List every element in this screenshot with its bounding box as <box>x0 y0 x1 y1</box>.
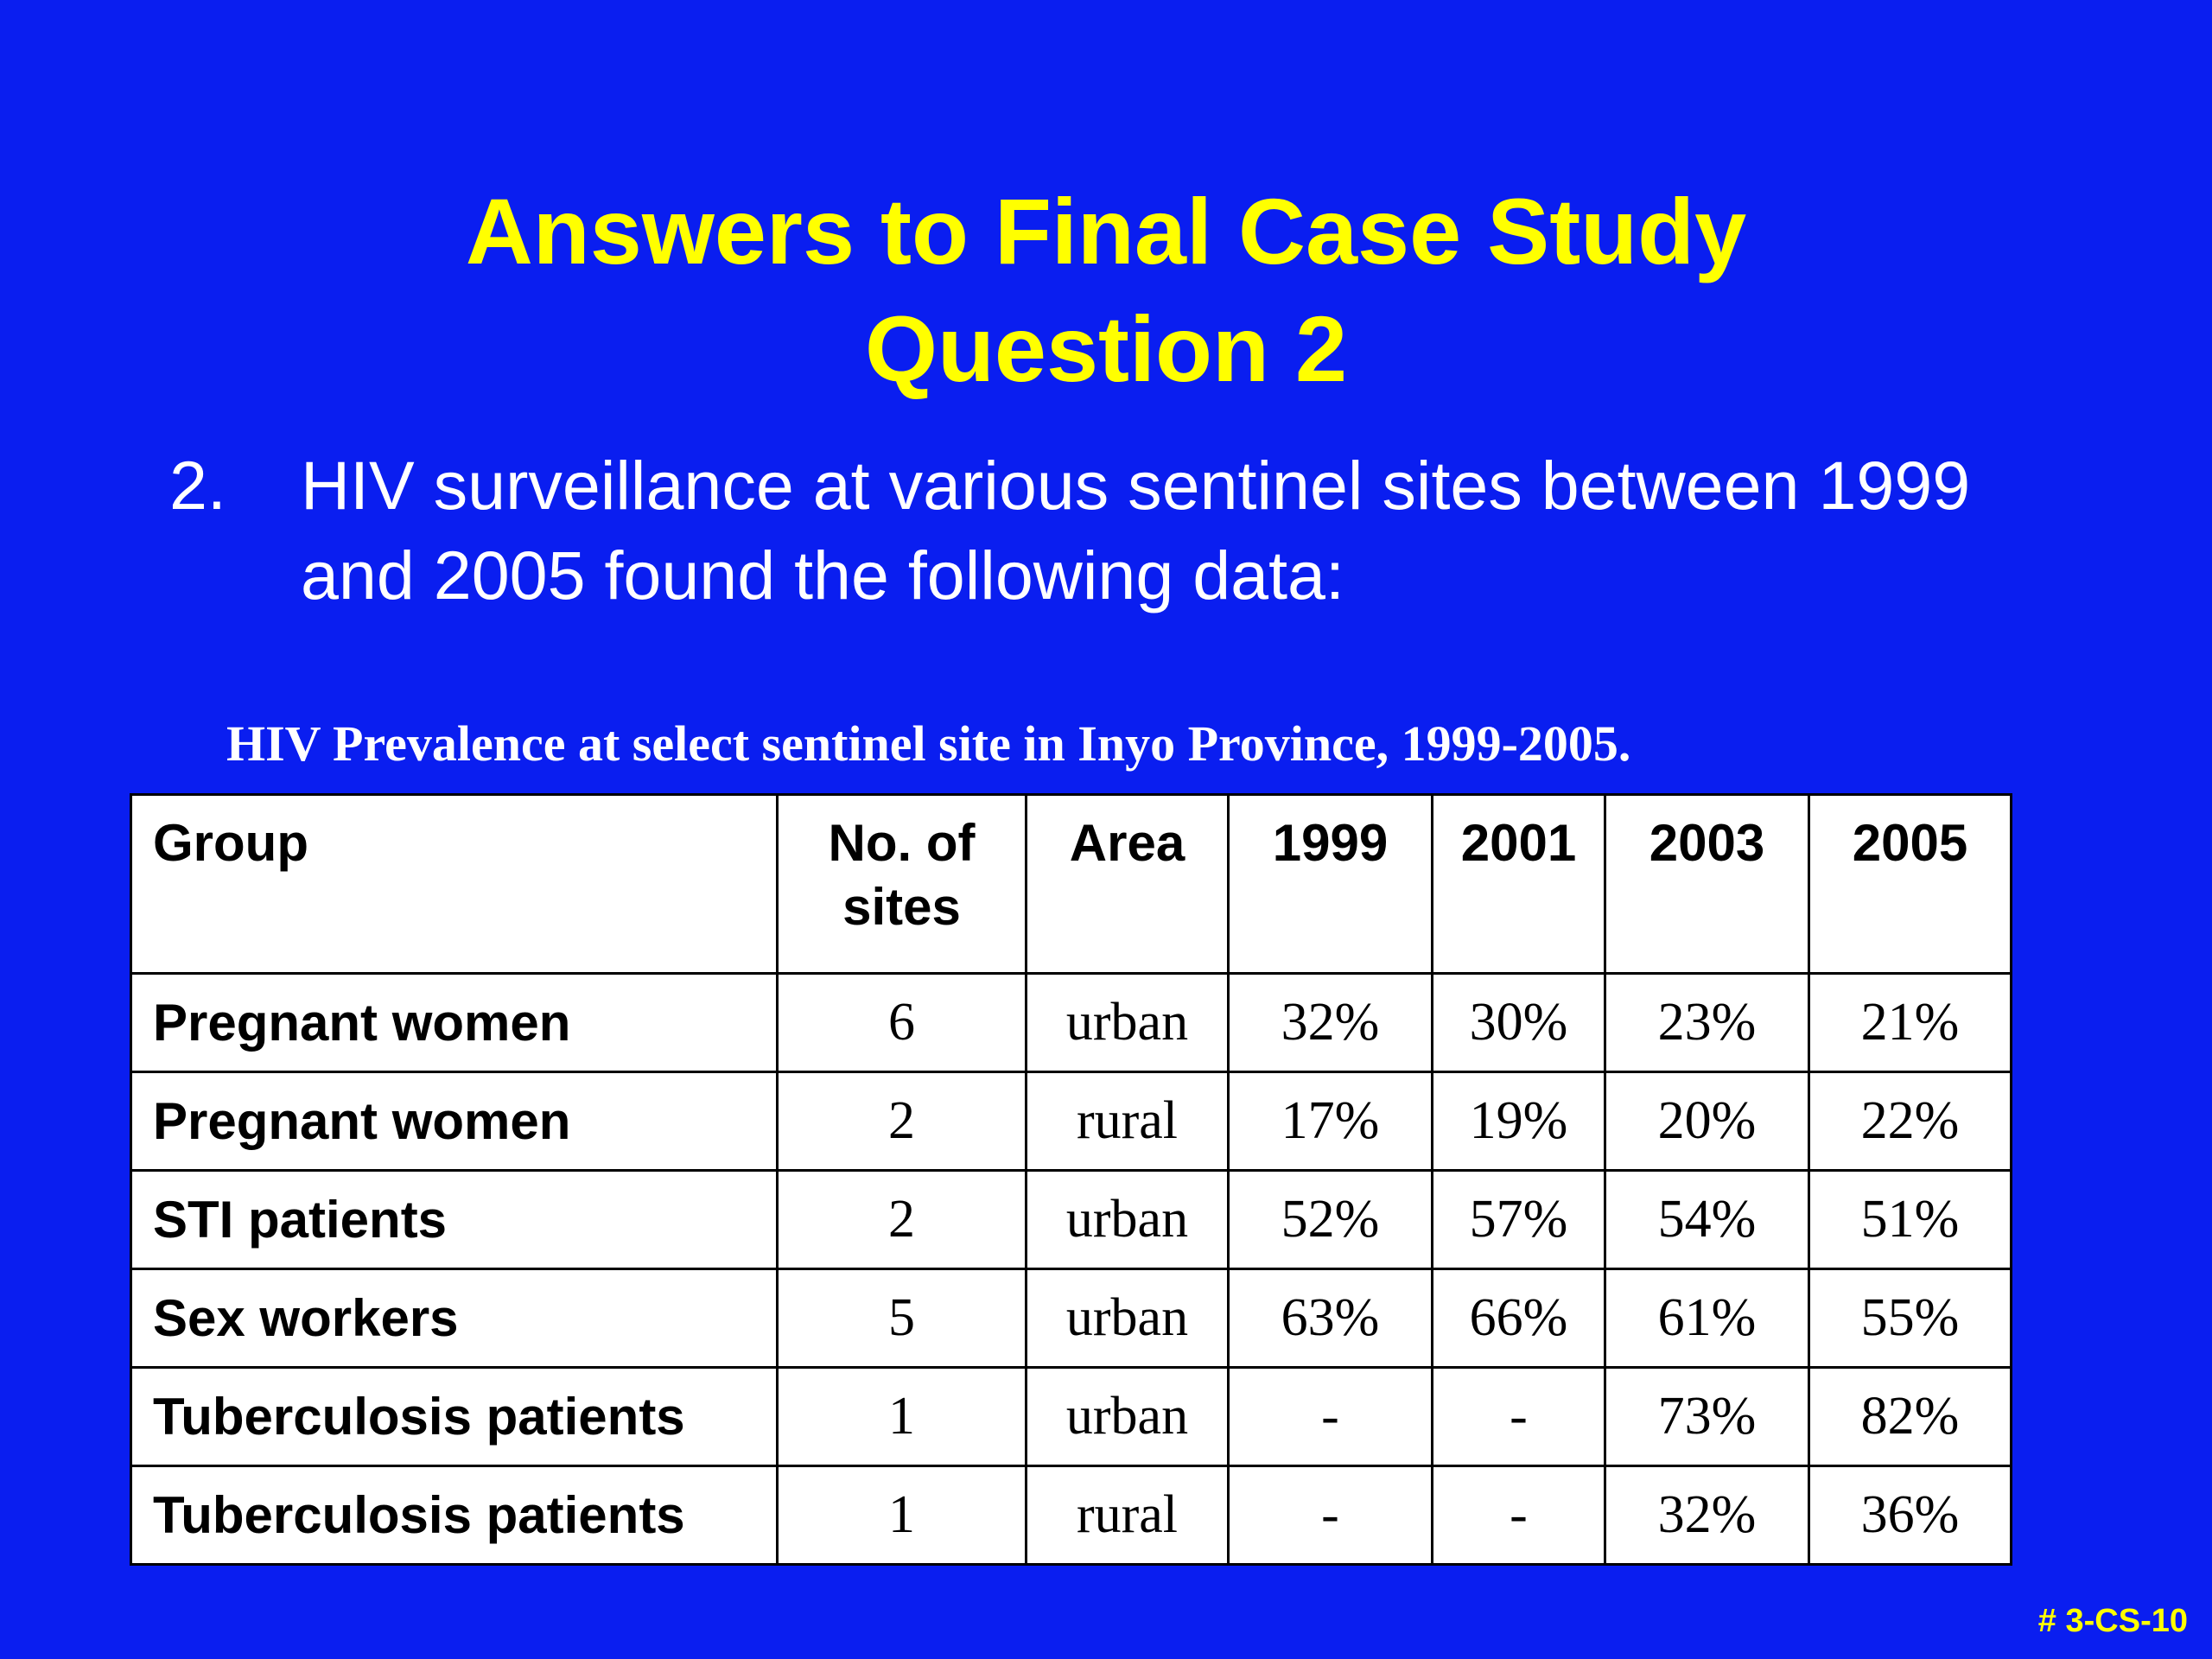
column-header: 1999 <box>1229 795 1433 974</box>
group-cell: Tuberculosis patients <box>131 1466 778 1565</box>
value-cell: - <box>1433 1368 1605 1466</box>
value-cell: 20% <box>1605 1072 1809 1171</box>
value-cell: 19% <box>1433 1072 1605 1171</box>
sites-cell: 2 <box>778 1072 1027 1171</box>
column-header: 2001 <box>1433 795 1605 974</box>
slide-title-line-2: Question 2 <box>864 296 1348 401</box>
table-row <box>131 1368 2012 1466</box>
column-header: 2003 <box>1605 795 1809 974</box>
table-caption: HIV Prevalence at select sentinel site in Inyo Province, 1999-2005. <box>226 715 1631 772</box>
value-cell: 73% <box>1605 1368 1809 1466</box>
area-cell: urban <box>1027 1368 1229 1466</box>
group-cell: Tuberculosis patients <box>131 1368 778 1466</box>
value-cell: 32% <box>1229 974 1433 1072</box>
slide-title <box>0 173 2212 408</box>
sites-cell: 6 <box>778 974 1027 1072</box>
value-cell: 66% <box>1433 1269 1605 1368</box>
column-header: Area <box>1027 795 1229 974</box>
value-cell: - <box>1229 1466 1433 1565</box>
value-cell: 23% <box>1605 974 1809 1072</box>
value-cell: 54% <box>1605 1171 1809 1269</box>
table-header-row <box>131 795 2012 974</box>
area-cell: urban <box>1027 974 1229 1072</box>
table-row <box>131 1269 2012 1368</box>
value-cell: 21% <box>1809 974 2012 1072</box>
value-cell: 22% <box>1809 1072 2012 1171</box>
value-cell: - <box>1229 1368 1433 1466</box>
value-cell: 30% <box>1433 974 1605 1072</box>
value-cell: 32% <box>1605 1466 1809 1565</box>
table-row <box>131 1072 2012 1171</box>
group-cell: STI patients <box>131 1171 778 1269</box>
value-cell: 57% <box>1433 1171 1605 1269</box>
question-number: 2. <box>169 447 226 524</box>
value-cell: 61% <box>1605 1269 1809 1368</box>
group-cell: Pregnant women <box>131 974 778 1072</box>
slide-id-label: # 3-CS-10 <box>2037 1603 2188 1639</box>
question-block <box>169 441 2070 620</box>
question-text: HIV surveillance at various sentinel sites between 1999 and 2005 found the following data: <box>301 447 1971 613</box>
value-cell: 17% <box>1229 1072 1433 1171</box>
sites-cell: 1 <box>778 1466 1027 1565</box>
sites-cell: 1 <box>778 1368 1027 1466</box>
table-row <box>131 1466 2012 1565</box>
value-cell: - <box>1433 1466 1605 1565</box>
area-cell: rural <box>1027 1072 1229 1171</box>
sites-cell: 5 <box>778 1269 1027 1368</box>
table-row <box>131 974 2012 1072</box>
sites-cell: 2 <box>778 1171 1027 1269</box>
value-cell: 63% <box>1229 1269 1433 1368</box>
area-cell: rural <box>1027 1466 1229 1565</box>
value-cell: 55% <box>1809 1269 2012 1368</box>
value-cell: 36% <box>1809 1466 2012 1565</box>
value-cell: 52% <box>1229 1171 1433 1269</box>
group-cell: Sex workers <box>131 1269 778 1368</box>
prevalence-table <box>130 793 2012 1566</box>
table-row <box>131 1171 2012 1269</box>
group-cell: Pregnant women <box>131 1072 778 1171</box>
area-cell: urban <box>1027 1171 1229 1269</box>
slide-title-line-1: Answers to Final Case Study <box>465 179 1747 283</box>
value-cell: 82% <box>1809 1368 2012 1466</box>
area-cell: urban <box>1027 1269 1229 1368</box>
value-cell: 51% <box>1809 1171 2012 1269</box>
column-header: No. of sites <box>778 795 1027 974</box>
column-header: 2005 <box>1809 795 2012 974</box>
column-header: Group <box>131 795 778 974</box>
